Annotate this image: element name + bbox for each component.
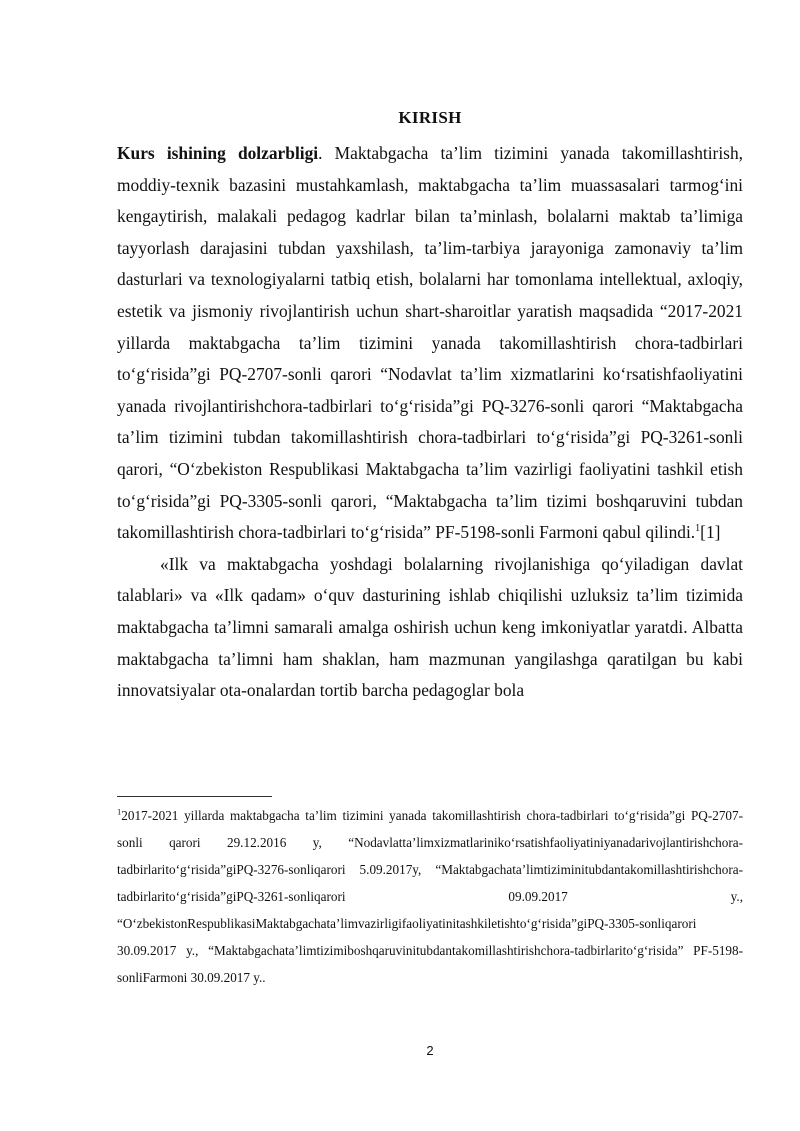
footnote-text: 2017-2021 yillarda maktabgacha ta’lim tizimini yanada takomillashtirish chora-tadbirlari to‘g‘risida”gi PQ-2707-sonli qarori 29.12.2016 y, “Nodavlatta’limxizmatlariniko‘rsatishfaoliyatiniyanadarivojlantirishchora-tadbirlarito‘g‘risida”giPQ-3276-sonliqarori 5.09.2017y, “Maktabgachata’limtiziminitubdantakomillashtirishchora-tadbirlarito‘g‘risida”giPQ-3261-sonliqarori 09.09.2017 y., “O‘zbekistonRespublikasiMaktabgachata’limvazirligifaoliyatinitashkiletishto‘g‘risida”giPQ-3305-sonliqarori 30.09.2017 y., “Maktabgachata’limtizimiboshqaruvinitubdantakomillashtirishchora-tadbirlarito‘g‘risida” PF-5198-sonliFarmoni 30.09.2017 y.. <box>117 808 743 985</box>
paragraph-programs: «Ilk va maktabgacha yoshdagi bolalarning rivojlanishiga qo‘yiladigan davlat talablari» va «Ilk qadam» o‘quv dasturining ishlab chiqilishi uzluksiz ta’lim tizimida maktabgacha ta’limni samarali amalga oshirish uchun keng imkoniyatlar yaratdi. Albatta maktabgacha ta’limni ham shaklan, ham mazmunan yangilashga qaratilgan bu kabi innovatsiyalar ota-onalardan tortib barcha pedagoglar bola <box>117 553 743 701</box>
citation-reference: [1] <box>700 522 721 543</box>
paragraph-relevance <box>117 138 743 549</box>
footnote-mark: 1 <box>117 806 122 817</box>
footnote <box>117 802 743 991</box>
footnote-separator <box>117 796 272 797</box>
page-number: 2 <box>426 1043 434 1058</box>
section-heading: KIRISH <box>398 108 462 127</box>
relevance-text: Maktabgacha ta’lim tizimini yanada takomillashtirish, moddiy-texnik bazasini mustahkamlash, maktabgacha ta’lim muassasalari tarmog‘ini kengaytirish, malakali pedagog kadrlar bilan ta’minlash, bolalarni maktab ta’limiga tayyorlash darajasini tubdan yaxshilash, ta’lim-tarbiya jarayoniga zamonaviy ta’lim dasturlari va texnologiyalarni tatbiq etish, bolalarni har tomonlama intellektual, axloqiy, estetik va jismoniy rivojlantirish uchun shart-sharoitlar yaratish maqsadida “2017-2021 yillarda maktabgacha ta’lim tizimini yanada takomillashtirish chora-tadbirlari to‘g‘risida”gi PQ-2707-sonli qarori “Nodavlat ta’lim xizmatlarini ko‘rsatishfaoliyatini yanada rivojlantirishchora-tadbirlari to‘g‘risida”gi PQ-3276-sonli qarori “Maktabgacha ta’lim tizimini tubdan takomillashtirish chora-tadbirlari to‘g‘risida”gi PQ-3261-sonli qarori, “O‘zbekiston Respublikasi Maktabgacha ta’lim vazirligi faoliyatini tashkil etish to‘g‘risida”gi PQ-3305-sonli qarori, “Maktabgacha ta’lim tizimi boshqaruvini tubdan takomillashtirish chora-tadbirlari to‘g‘risida” PF-5198-sonli Farmoni qabul qilindi. <box>117 143 743 543</box>
relevance-lead: Kurs ishining dolzarbligi <box>117 143 319 163</box>
footnote-reference[interactable]: 1 <box>695 523 701 535</box>
main-text <box>117 138 743 707</box>
relevance-lead-punct: . <box>318 143 323 163</box>
